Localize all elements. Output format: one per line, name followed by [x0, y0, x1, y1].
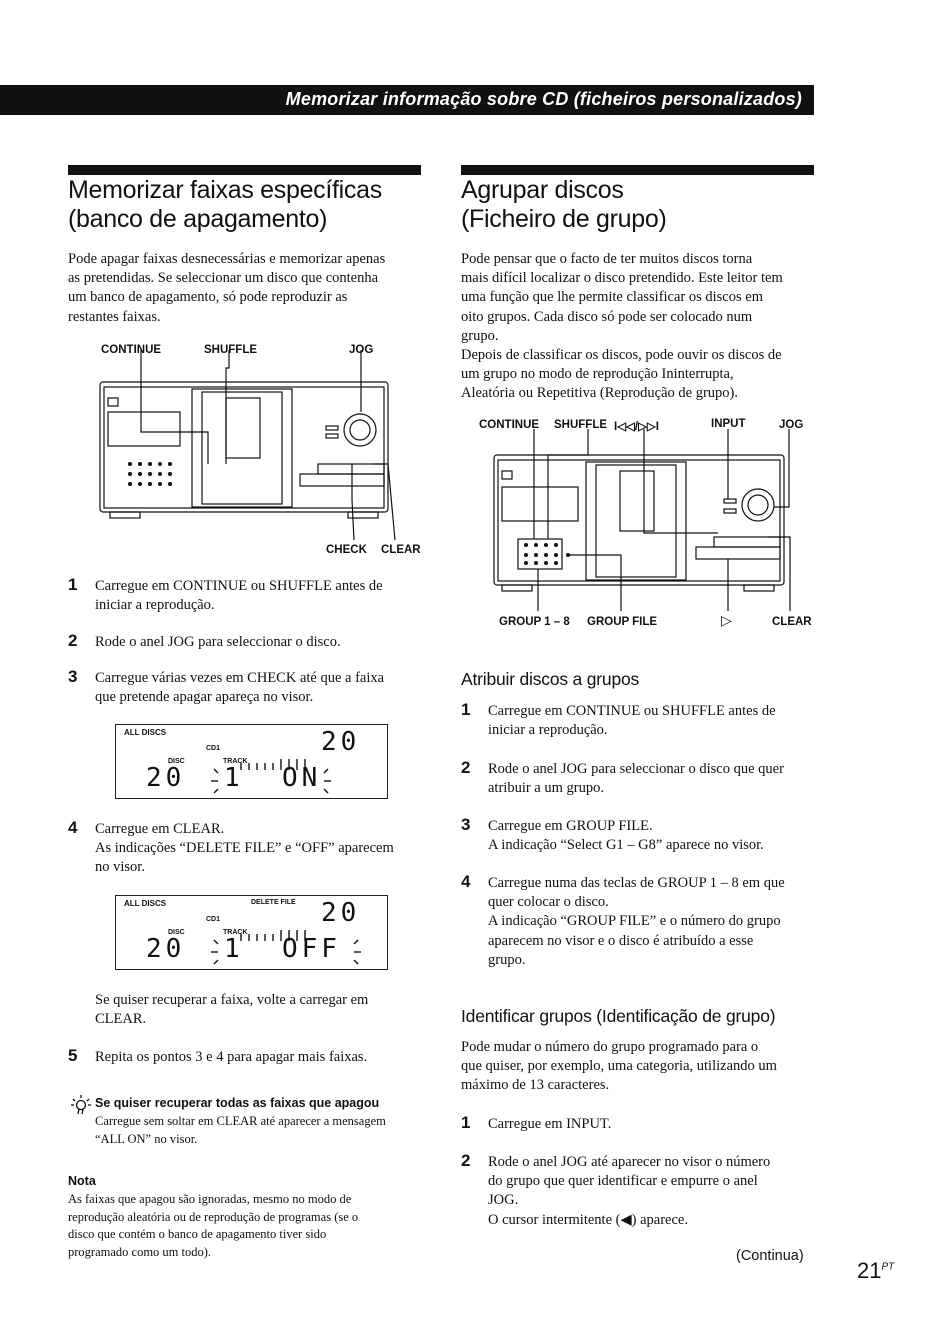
- text-line: um banco de apagamento, só pode reproduzir as: [68, 289, 348, 306]
- title-line: Agrupar discos: [461, 176, 624, 204]
- text-line: As indicações “DELETE FILE” e “OFF” aparecem: [95, 840, 394, 857]
- text-line: iniciar a reprodução.: [488, 722, 608, 739]
- text-line: oito grupos. Cada disco só pode ser colocado num: [461, 308, 753, 325]
- label-continue: CONTINUE: [479, 419, 540, 431]
- label-shuffle: SHUFFLE: [204, 344, 258, 356]
- title-line: Memorizar faixas específicas: [68, 176, 382, 204]
- text-line: Pode pensar que o facto de ter muitos discos torna: [461, 251, 753, 267]
- header-bar: [0, 85, 814, 115]
- step-number: 3: [461, 815, 471, 834]
- track-indicator: TRACK: [223, 929, 248, 936]
- text-line: mais difícil localizar o disco pretendido. Este leitor tem: [461, 270, 783, 287]
- step-number: 1: [461, 700, 471, 719]
- text-line: disco que contém o banco de apagamento tiver sido: [68, 1227, 327, 1241]
- label-play: ▷: [721, 612, 732, 628]
- label-check: CHECK: [326, 544, 367, 556]
- text-line: iniciar a reprodução.: [95, 597, 215, 614]
- label-input: INPUT: [711, 418, 746, 430]
- text-line: Carregue várias vezes em CHECK até que a faixa: [95, 670, 385, 686]
- tip-bulb-icon: [70, 1094, 92, 1116]
- text-line: O cursor intermitente (◀) aparece.: [488, 1211, 688, 1228]
- text-line: A indicação “GROUP FILE” e o número do grupo: [488, 913, 781, 930]
- section-rule-right: [461, 165, 814, 175]
- note-title: Nota: [68, 1174, 96, 1188]
- text-line: CLEAR.: [95, 1011, 147, 1028]
- text-line: uma função que lhe permite classificar os discos em: [461, 289, 763, 306]
- intro-groups: [461, 1038, 821, 1096]
- step-number: 2: [461, 1151, 471, 1170]
- title-line: (banco de apagamento): [68, 205, 328, 233]
- section-title-right: [461, 176, 667, 234]
- all-discs-indicator: ALL DISCS: [124, 728, 167, 737]
- section-rule-left: [68, 165, 421, 175]
- text-line: A indicação “Select G1 – G8” aparece no visor.: [488, 837, 764, 854]
- label-jog: JOG: [779, 419, 804, 431]
- text-line: que quiser, por exemplo, uma categoria, utilizando um: [461, 1058, 777, 1075]
- device-diagram-left: [90, 340, 430, 560]
- cd-player-drawing: [90, 340, 430, 560]
- text-line: Carregue em CONTINUE ou SHUFFLE antes de: [488, 703, 776, 719]
- text-line: no visor.: [95, 859, 145, 876]
- text-line: As faixas que apagou são ignoradas, mesmo no modo de: [68, 1192, 352, 1206]
- label-group-file: GROUP FILE: [587, 616, 658, 628]
- text-line: Carregue em CLEAR.: [95, 821, 225, 837]
- text-line: do grupo que quer identificar e empurre o anel: [488, 1173, 758, 1190]
- text-line: Rode o anel JOG para seleccionar o disco que quer: [488, 761, 784, 777]
- text-line: JOG.: [488, 1192, 519, 1209]
- text-line: máximo de 13 caracteres.: [461, 1077, 610, 1094]
- text-line: Rode o anel JOG para seleccionar o disco.: [95, 634, 341, 650]
- text-line: Pode mudar o número do grupo programado para o: [461, 1039, 759, 1055]
- status-text: ON: [282, 763, 322, 793]
- disc-number: 20: [146, 934, 186, 964]
- tip-body: [95, 1113, 435, 1148]
- text-line: Carregue em GROUP FILE.: [488, 818, 653, 834]
- text-line: Pode apagar faixas desnecessárias e memorizar apenas: [68, 251, 386, 267]
- top-number: 20: [321, 898, 361, 928]
- text-line: Aleatória ou Repetitiva (Reprodução de grupo).: [461, 385, 739, 402]
- text-line: programado como um todo).: [68, 1244, 212, 1259]
- step-number: 2: [461, 758, 471, 777]
- label-skip: I◁◁/▷▷I: [614, 421, 659, 433]
- page-suffix: PT: [881, 1261, 895, 1273]
- top-number: 20: [321, 727, 361, 757]
- text-line: as pretendidas. Se seleccionar um disco que contenha: [68, 270, 379, 287]
- disc-number: 20: [146, 763, 186, 793]
- intro-right: [461, 250, 821, 404]
- disc-indicator: DISC: [168, 929, 185, 936]
- device-diagram-right: [478, 415, 818, 635]
- step-number: 3: [68, 667, 78, 686]
- text-line: Carregue numa das teclas de GROUP 1 – 8 em que: [488, 875, 785, 891]
- label-clear: CLEAR: [772, 616, 812, 628]
- text-line: Repita os pontos 3 e 4 para apagar mais faixas.: [95, 1049, 368, 1065]
- text-line: Rode o anel JOG até aparecer no visor o número: [488, 1154, 771, 1170]
- step-number: 1: [461, 1113, 471, 1132]
- label-jog: JOG: [349, 344, 374, 356]
- continua-label: (Continua): [736, 1248, 804, 1264]
- running-header: Memorizar informação sobre CD (ficheiros personalizados): [285, 89, 802, 109]
- delete-file-indicator: DELETE FILE: [251, 899, 296, 906]
- step-number: 2: [68, 631, 78, 650]
- page-number: [857, 1258, 894, 1284]
- lcd-display-on: [115, 724, 388, 799]
- step-number: 4: [68, 818, 78, 837]
- lcd-marks: [116, 896, 387, 969]
- track-indicator: TRACK: [223, 758, 248, 765]
- text-line: Carregue sem soltar em CLEAR até aparecer a mensagem: [95, 1114, 386, 1128]
- all-discs-indicator: ALL DISCS: [124, 899, 167, 908]
- text-line: Se quiser recuperar a faixa, volte a carregar em: [95, 992, 369, 1008]
- text-line: um grupo no modo de reprodução Ininterrupta,: [461, 366, 734, 383]
- track-number: 1: [224, 763, 244, 793]
- recover-text: [95, 991, 425, 1029]
- subsection-title: Identificar grupos (Identificação de grupo): [461, 1006, 776, 1026]
- text-line: “ALL ON” no visor.: [95, 1131, 198, 1146]
- text-line: Depois de classificar os discos, pode ouvir os discos de: [461, 347, 782, 364]
- text-line: Carregue em CONTINUE ou SHUFFLE antes de: [95, 578, 383, 594]
- text-line: que pretende apagar apareça no visor.: [95, 689, 314, 706]
- cd1-indicator: CD1: [206, 916, 221, 923]
- step-number: 1: [68, 575, 78, 594]
- text-line: atribuir a um grupo.: [488, 780, 604, 797]
- text-line: quer colocar o disco.: [488, 894, 609, 911]
- note-body: [68, 1191, 438, 1261]
- track-number: 1: [224, 934, 244, 964]
- subsection-title: Atribuir discos a grupos: [461, 669, 640, 689]
- label-group: GROUP 1 – 8: [499, 616, 570, 628]
- status-text: OFF: [282, 934, 341, 964]
- text-line: reprodução aleatória ou de reprodução de programas (se o: [68, 1209, 359, 1224]
- disc-indicator: DISC: [168, 758, 185, 765]
- intro-left: [68, 250, 428, 327]
- step-number: 4: [461, 872, 471, 891]
- text-line: aparecem no visor e o disco é atribuído a esse: [488, 932, 754, 949]
- tip-title: Se quiser recuperar todas as faixas que apagou: [95, 1096, 380, 1110]
- text-line: grupo.: [488, 951, 526, 968]
- step-number: 5: [68, 1046, 78, 1065]
- title-line: (Ficheiro de grupo): [461, 205, 667, 233]
- page-number-value: 21: [857, 1258, 882, 1283]
- label-clear: CLEAR: [381, 544, 421, 556]
- label-shuffle: SHUFFLE: [554, 419, 608, 431]
- cd1-indicator: CD1: [206, 745, 221, 752]
- lcd-display-off: [115, 895, 388, 970]
- text-line: restantes faixas.: [68, 308, 161, 325]
- section-title-left: [68, 176, 382, 234]
- text-line: grupo.: [461, 327, 499, 344]
- lcd-marks: [116, 725, 387, 798]
- label-continue: CONTINUE: [101, 344, 162, 356]
- text-line: Carregue em INPUT.: [488, 1116, 612, 1132]
- cd-player-drawing: [478, 415, 818, 635]
